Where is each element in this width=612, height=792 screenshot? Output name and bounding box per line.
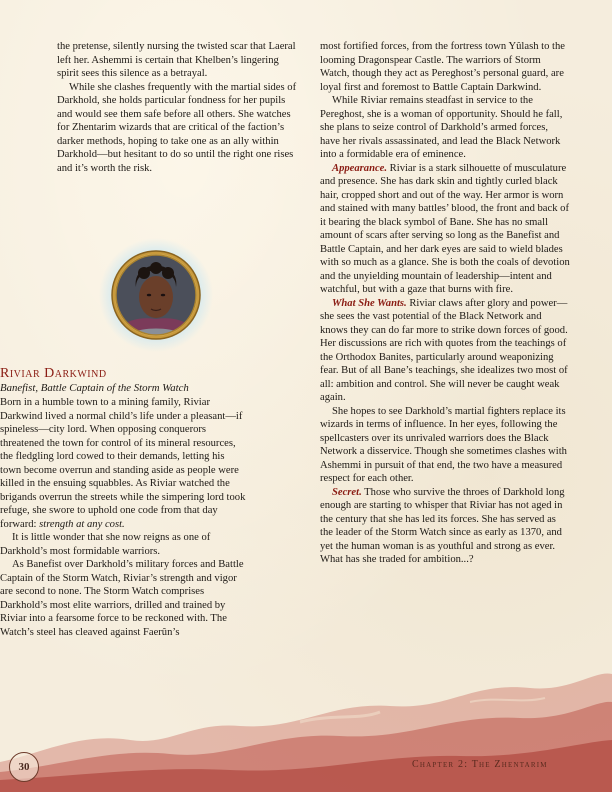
section-subheading: Banefist, Battle Captain of the Storm Watch xyxy=(0,382,189,394)
appearance-paragraph xyxy=(320,162,570,297)
paragraph: While she clashes frequently with the martial sides of Darkhold, she holds particular fondness for her pupils and would see them safe before all others. She watches for Zhentarim wizards that are critical of the faction’s darker methods, hoping to take one as an ally within Darkhold—but hesitant to do so until the right one rises and it’s worth the risk. xyxy=(57,81,297,174)
secret-label: Secret. xyxy=(332,486,362,498)
secret-paragraph xyxy=(320,486,570,567)
paragraph-text: Born in a humble town to a mining family, Riviar Darkwind lived a normal child’s life under a pleasant—if spineless—city lord. When opposing conquerors threatened the town for control of its mineral resources, the fledgling lord cowed to their demands, letting his town become overrun and standing aside as people were killed in the ensuing squabbles. As Riviar watched the brigands overrun the streets while the simpering lord took refuge, she swore to uphold one code from that day forward: xyxy=(0,397,246,530)
watercolor-footer xyxy=(0,662,612,792)
paragraph: most fortified forces, from the fortress town Yûlash to the looming Dragonspear Castle. The warriors of Storm Watch, though they act as Pereghost’s personal guard, are loyal first and foremost to Battle Captain Darkwind. xyxy=(320,41,565,93)
paragraph: While Riviar remains steadfast in service to the Pereghost, she is a woman of opportunity. Should he fall, she plans to seize control of Darkhold’s armed forces, have her rivals assassinated, and lead the Black Network into a formidable era of eminence. xyxy=(320,95,563,160)
riviar-section xyxy=(0,366,246,639)
appearance-text: Riviar is a stark silhouette of musculature and presence. She has dark skin and tightly curled black hair, cropped short and out of the way. Her armor is worn and stained with many battles’ blood, the front and back of it bearing the black symbol of Bane. She has no small amount of scars after serving so long as the Banefist and Battle Captain, and her dark eyes are said to wield blades with so much as a glance. She is both the coals of devotion and the unyielding mountain of leadership—intent and watchful, but with a gaze that burns with fire. xyxy=(320,162,570,295)
secret-text: Those who survive the throes of Darkhold long enough are starting to whisper that Riviar has not aged in the century that she has led its forces. She has served as the leader of the Storm Watch since as early as 1370, and yet the human woman is as youthful and strong as ever. What has she traded for ambition...? xyxy=(320,486,565,565)
wants-paragraph xyxy=(320,297,570,405)
paragraph xyxy=(0,396,246,531)
page-number: 30 xyxy=(9,752,39,782)
left-column xyxy=(57,40,303,175)
appearance-label: Appearance. xyxy=(332,162,388,174)
paragraph: As Banefist over Darkhold’s military forces and Battle Captain of the Storm Watch, Riviar’s strength and vigor are second to none. The Storm Watch comprises Darkhold’s most elite warriors, drilled and trained by Riviar into a fearsome force to be reckoned with. The Watch’s steel has cleaved against Faerûn’s xyxy=(0,559,244,638)
wants-text: Riviar claws after glory and power—she sees the vast potential of the Black Network and knows they can do far more to strike down forces of good. Her discussions are rich with quotes from the teachings of the Orthodox Banites, particularly around weaponizing fear. But of all Bane’s teachings, she idealizes two most of all: ambition and control. She will never be caught weak again. xyxy=(320,297,568,403)
paragraph: the pretense, silently nursing the twisted scar that Laeral left her. Ashemmi is certain that Khelben’s lingering spirit sees this silence as a betrayal. xyxy=(57,41,296,79)
wants-label: What She Wants. xyxy=(332,297,407,309)
code-quote: strength at any cost. xyxy=(39,518,125,530)
paragraph: She hopes to see Darkhold’s martial fighters replace its wizards in terms of influence. In her eyes, following the spellcasters over its unrivaled warriors does the Black Network a disservice. Though she sometimes clashes with Ashemmi in pursuit of that end, the two have a measured respect for each other. xyxy=(320,405,567,484)
paragraph: It is little wonder that she now reigns as one of Darkhold’s most formidable warriors. xyxy=(0,532,211,557)
riviar-portrait xyxy=(98,237,214,353)
chapter-footer: Chapter 2: The Zhentarim xyxy=(412,759,548,770)
section-heading: Riviar Darkwind xyxy=(0,366,107,381)
right-column xyxy=(320,40,570,567)
